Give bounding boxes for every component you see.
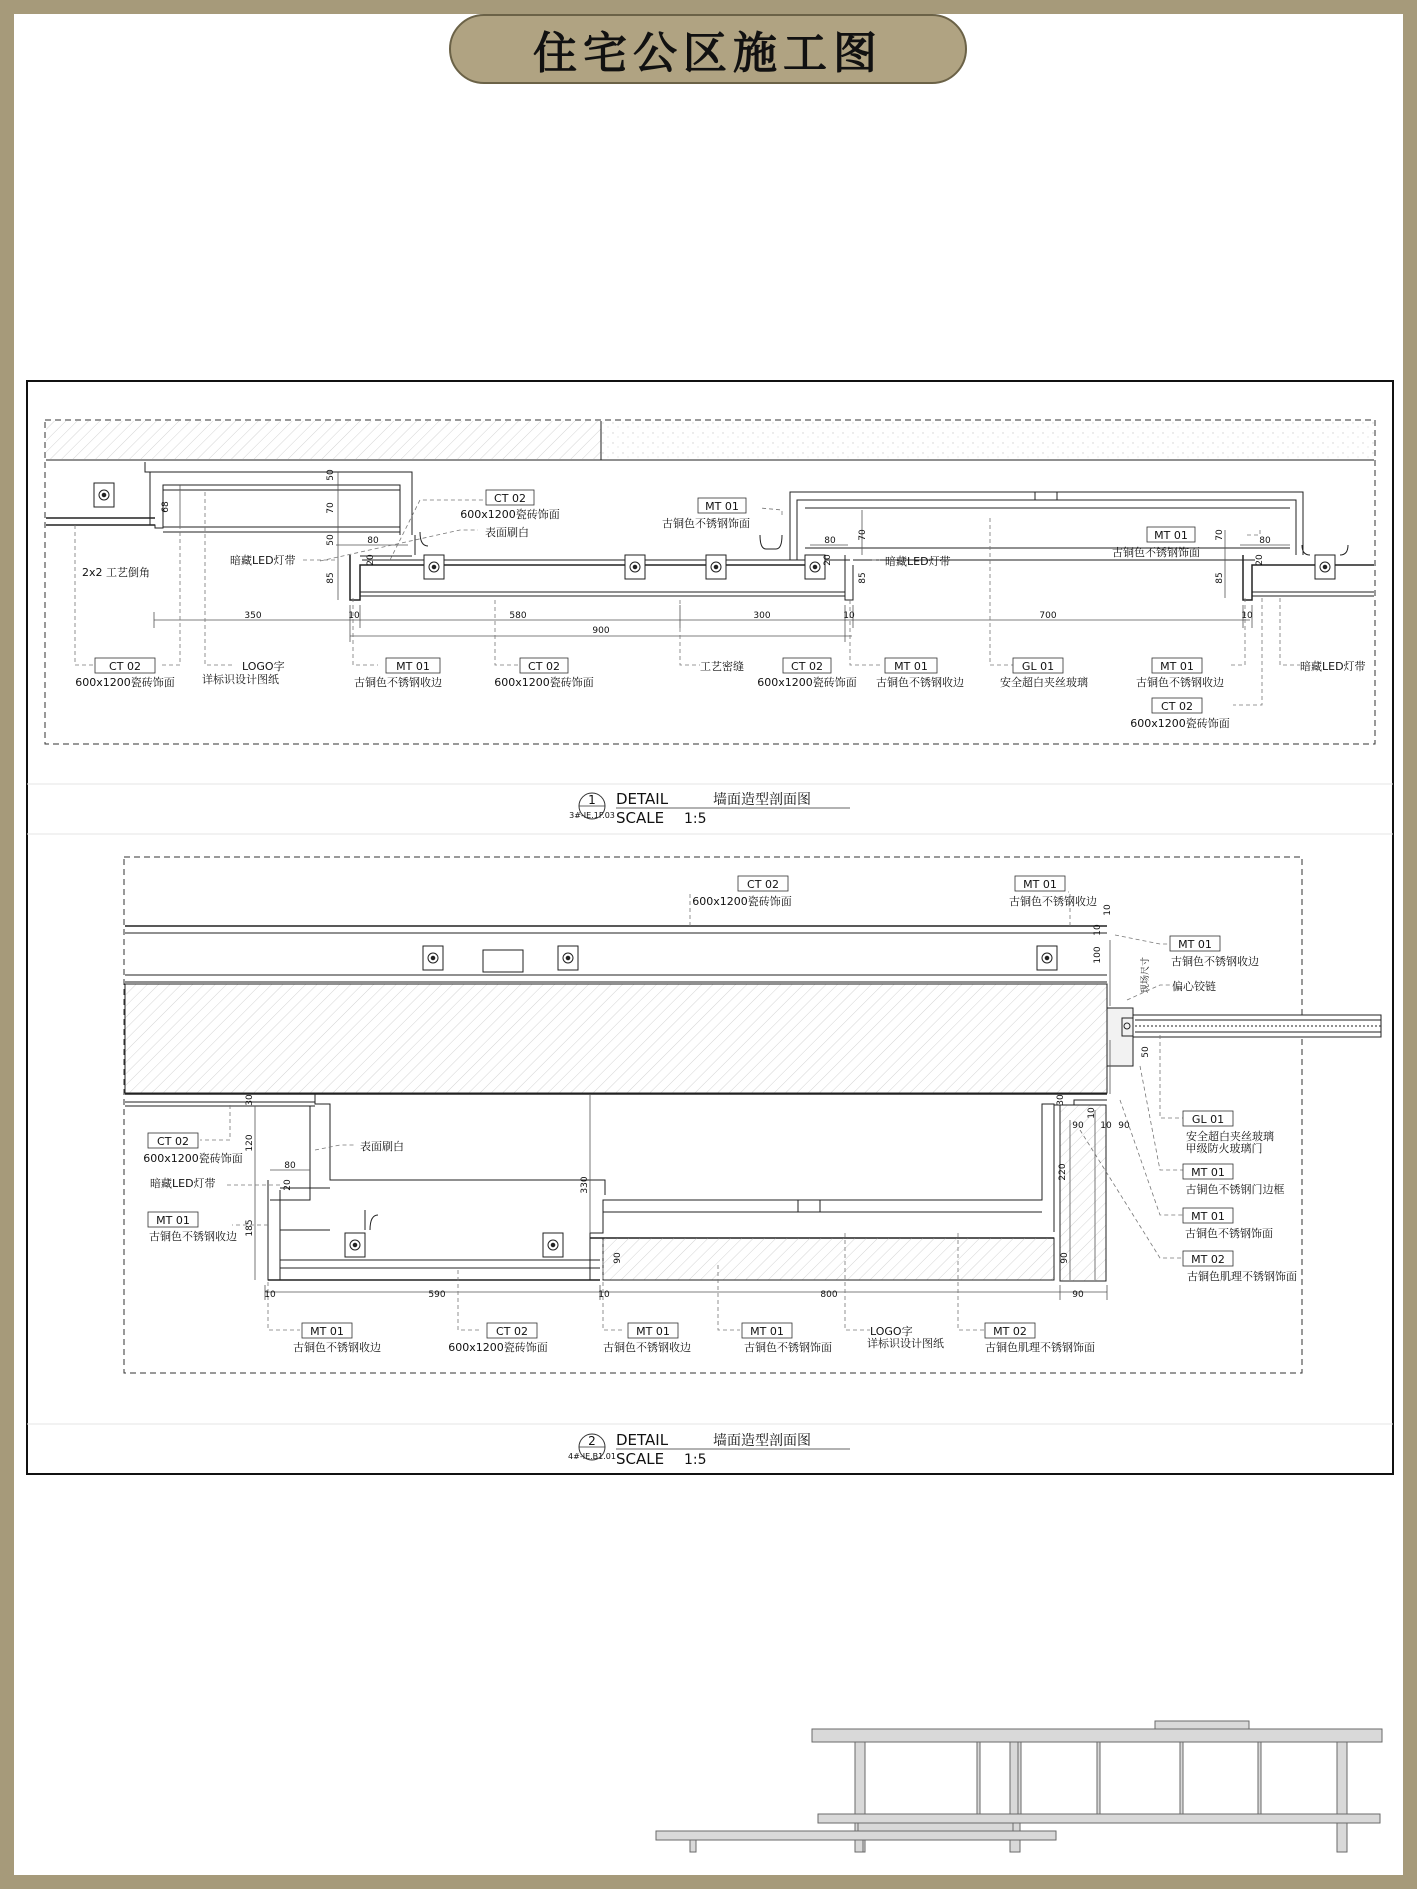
dim-text: 700 — [1039, 611, 1057, 621]
label-text: 安全超白夹丝玻璃 — [1186, 1130, 1274, 1143]
label-text: 现场尺寸 — [1141, 956, 1151, 994]
tag-ct02: CT 02 — [494, 492, 526, 505]
label-text: 详标识设计图纸 — [202, 673, 279, 686]
dim-text: 90 — [613, 1252, 623, 1264]
label-text: 古铜色不锈钢门边框 — [1185, 1183, 1285, 1196]
label-text: 暗藏LED灯带 — [230, 554, 296, 567]
dim-text: 80 — [284, 1161, 296, 1171]
tag-ct02: CT 02 — [109, 660, 141, 673]
tag-mt01: MT 01 — [636, 1325, 670, 1338]
detail-1-title-block — [569, 790, 850, 827]
dim-text: 10 — [843, 611, 855, 621]
label-text: LOGO字 — [870, 1325, 913, 1338]
dim-text: 90 — [1072, 1121, 1084, 1131]
dim-text: 590 — [428, 1290, 446, 1300]
tag-mt01: MT 01 — [310, 1325, 344, 1338]
label-text: 600x1200瓷砖饰面 — [75, 676, 175, 689]
scale-word: SCALE — [616, 1450, 665, 1468]
anchor-bolt-icon — [94, 483, 114, 507]
dim-text: 20 — [823, 554, 833, 566]
label-text: 古铜色不锈钢饰面 — [662, 517, 750, 530]
label-text: 600x1200瓷砖饰面 — [460, 508, 560, 521]
viewport-frame — [27, 381, 1393, 1474]
tag-mt01: MT 01 — [1178, 938, 1212, 951]
label-text: 600x1200瓷砖饰面 — [494, 676, 594, 689]
label-text: 古铜色不锈钢饰面 — [744, 1341, 832, 1354]
dim-text: 300 — [753, 611, 771, 621]
detail-name: 墙面造型剖面图 — [713, 1433, 811, 1449]
label-text: 暗藏LED灯带 — [150, 1177, 216, 1190]
label-text: 600x1200瓷砖饰面 — [1130, 717, 1230, 730]
dim-text: 20 — [283, 1179, 293, 1191]
dim-text: 50 — [326, 469, 336, 481]
detail-1-boundary — [45, 420, 1375, 744]
anchor-bolt-icon — [345, 1233, 365, 1257]
tag-ct02: CT 02 — [747, 878, 779, 891]
dim-text: 30 — [1056, 1094, 1066, 1106]
dim-text: 85 — [858, 572, 868, 584]
label-text: 古铜色不锈钢收边 — [1171, 955, 1259, 968]
label-text: 安全超白夹丝玻璃 — [1000, 676, 1088, 689]
anchor-bolt-icon — [1315, 555, 1335, 579]
tag-ct02: CT 02 — [528, 660, 560, 673]
label-text: 古铜色不锈钢收边 — [293, 1341, 381, 1354]
tag-mt01: MT 01 — [156, 1214, 190, 1227]
dim-text: 10 — [348, 611, 360, 621]
detail-1-dimensions — [161, 469, 1271, 636]
label-text: 古铜色不锈钢饰面 — [1112, 546, 1200, 559]
anchor-bolt-icon — [558, 946, 578, 970]
label-text: 古铜色不锈钢收边 — [1009, 895, 1097, 908]
label-text: 古铜色肌理不锈钢饰面 — [1187, 1270, 1297, 1283]
label-text: 600x1200瓷砖饰面 — [692, 895, 792, 908]
tag-mt01: MT 01 — [705, 500, 739, 513]
tag-mt01: MT 01 — [1191, 1166, 1225, 1179]
dim-text: 900 — [592, 626, 610, 636]
sheet-ref: 4#-IE.B1.01 — [568, 1452, 616, 1461]
tag-gl01: GL 01 — [1021, 660, 1055, 673]
label-text: 古铜色肌理不锈钢饰面 — [985, 1341, 1095, 1354]
dim-text: 50 — [1141, 1046, 1151, 1058]
detail-1-drawing — [45, 420, 1375, 744]
dim-text: 580 — [509, 611, 527, 621]
tag-mt01: MT 01 — [1023, 878, 1057, 891]
anchor-bolt-icon — [805, 555, 825, 579]
drawing-title: 住宅公区施工图 — [533, 28, 883, 79]
label-text: 古铜色不锈钢饰面 — [1185, 1227, 1273, 1240]
label-text: 2x2 工艺倒角 — [82, 566, 151, 579]
dim-text: 10 — [1100, 1121, 1112, 1131]
hatch-area — [602, 421, 1374, 459]
dim-text: 20 — [366, 554, 376, 566]
label-text: 600x1200瓷砖饰面 — [448, 1341, 548, 1354]
label-text: 古铜色不锈钢收边 — [354, 676, 442, 689]
dim-text: 800 — [820, 1290, 838, 1300]
scale-value: 1:5 — [684, 811, 707, 827]
label-text: LOGO字 — [242, 660, 285, 673]
label-text: 暗藏LED灯带 — [1300, 660, 1366, 673]
dim-text: 70 — [858, 529, 868, 541]
label-text: 表面刷白 — [485, 526, 529, 539]
dim-text: 90 — [1118, 1121, 1130, 1131]
dim-text: 90 — [1072, 1290, 1084, 1300]
label-text: 详标识设计图纸 — [867, 1337, 944, 1350]
tag-mt02: MT 02 — [993, 1325, 1027, 1338]
anchor-bolt-icon — [706, 555, 726, 579]
detail-number: 1 — [588, 793, 596, 807]
scale-word: SCALE — [616, 809, 665, 827]
tag-mt01: MT 01 — [894, 660, 928, 673]
label-text: 古铜色不锈钢收边 — [876, 676, 964, 689]
dim-text: 70 — [326, 502, 336, 514]
tag-mt01: MT 01 — [396, 660, 430, 673]
label-text: 古铜色不锈钢收边 — [149, 1230, 237, 1243]
label-text: 古铜色不锈钢收边 — [603, 1341, 691, 1354]
scale-value: 1:5 — [684, 1452, 707, 1468]
dim-text: 10 — [264, 1290, 276, 1300]
anchor-bolt-icon — [543, 1233, 563, 1257]
detail-word: DETAIL — [616, 1431, 669, 1449]
dim-text: 80 — [1259, 536, 1271, 546]
detail-number: 2 — [588, 1434, 596, 1448]
hatch-area — [46, 421, 601, 459]
label-text: 表面刷白 — [360, 1140, 404, 1153]
detail-2-text — [143, 878, 1297, 1354]
label-text: 工艺密缝 — [700, 660, 744, 673]
label-text: 甲级防火玻璃门 — [1185, 1142, 1263, 1155]
dim-text: 10 — [1103, 904, 1113, 916]
detail-word: DETAIL — [616, 790, 669, 808]
anchor-bolt-icon — [1037, 946, 1057, 970]
dim-text: 20 — [1255, 554, 1265, 566]
tag-mt01: MT 01 — [1154, 529, 1188, 542]
tag-gl01: GL 01 — [1191, 1113, 1225, 1126]
building-section-graphic — [656, 1721, 1382, 1852]
dim-text: 85 — [1215, 572, 1225, 584]
dim-text: 50 — [326, 534, 336, 546]
tag-ct02: CT 02 — [496, 1325, 528, 1338]
anchor-bolt-icon — [423, 946, 443, 970]
dim-text: 120 — [245, 1134, 255, 1152]
anchor-bolt-icon — [625, 555, 645, 579]
dim-text: 68 — [161, 501, 171, 513]
tag-ct02: CT 02 — [791, 660, 823, 673]
tag-mt01: MT 01 — [1160, 660, 1194, 673]
anchor-bolt-icon — [424, 555, 444, 579]
detail-2-title-block — [568, 1431, 850, 1468]
dim-text: 330 — [580, 1176, 590, 1194]
sheet-ref: 3#-IE.1F.03 — [569, 811, 615, 820]
tag-ct02: CT 02 — [157, 1135, 189, 1148]
dim-text: 30 — [245, 1094, 255, 1106]
dim-text: 90 — [1060, 1252, 1070, 1264]
tag-ct02: CT 02 — [1161, 700, 1193, 713]
dim-text: 10 — [598, 1290, 610, 1300]
dim-text: 10 — [1087, 1107, 1097, 1119]
dim-text: 85 — [326, 572, 336, 584]
dim-text: 10 — [1241, 611, 1253, 621]
label-text: 600x1200瓷砖饰面 — [757, 676, 857, 689]
dim-text: 70 — [1215, 529, 1225, 541]
detail-name: 墙面造型剖面图 — [713, 792, 811, 808]
dim-text: 100 — [1093, 946, 1103, 964]
dim-text: 220 — [1058, 1163, 1068, 1181]
dim-text: 80 — [367, 536, 379, 546]
label-text: 暗藏LED灯带 — [885, 555, 951, 568]
label-text: 600x1200瓷砖饰面 — [143, 1152, 243, 1165]
dim-text: 185 — [245, 1219, 255, 1237]
dim-text: 10 — [1093, 924, 1103, 936]
tag-mt02: MT 02 — [1191, 1253, 1225, 1266]
label-text: 古铜色不锈钢收边 — [1136, 676, 1224, 689]
dim-text: 80 — [824, 536, 836, 546]
tag-mt01: MT 01 — [750, 1325, 784, 1338]
dim-text: 350 — [244, 611, 262, 621]
tag-mt01: MT 01 — [1191, 1210, 1225, 1223]
label-text: 偏心铰链 — [1172, 980, 1216, 993]
